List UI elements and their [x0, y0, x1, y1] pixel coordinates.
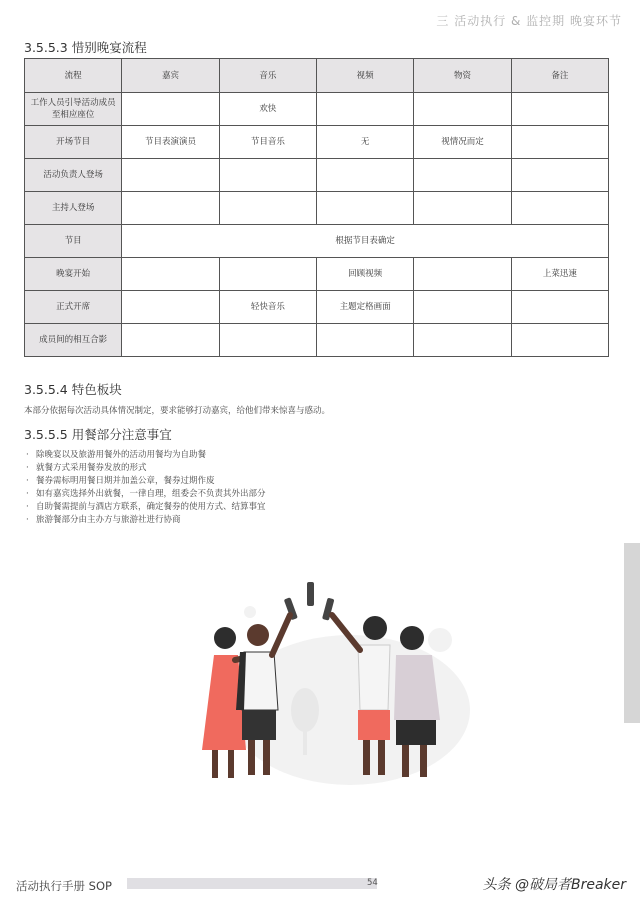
table-cell — [316, 93, 413, 126]
table-cell — [511, 192, 608, 225]
table-cell — [316, 159, 413, 192]
table-cell — [511, 324, 608, 357]
table-cell: 回顾视频 — [316, 258, 413, 291]
table-cell — [414, 93, 511, 126]
table-cell: 上菜迅速 — [511, 258, 608, 291]
table-cell: 节目音乐 — [219, 126, 316, 159]
list-item: · 自助餐需提前与酒店方联系，确定餐券的使用方式、结算事宜 — [24, 501, 266, 514]
table-row — [25, 93, 609, 126]
table-cell: 正式开席 — [25, 291, 122, 324]
page-number: 54 — [367, 878, 378, 888]
column-header: 物资 — [414, 59, 511, 93]
table-cell — [122, 93, 219, 126]
table-row — [25, 291, 609, 324]
toast-illustration — [150, 560, 470, 790]
column-header: 嘉宾 — [122, 59, 219, 93]
table-cell — [122, 291, 219, 324]
table-cell: 开场节目 — [25, 126, 122, 159]
section-title-features: 3.5.5.4 特色板块 — [24, 382, 122, 397]
table-row — [25, 159, 609, 192]
table-cell — [316, 192, 413, 225]
table-cell — [122, 258, 219, 291]
table-row — [25, 192, 609, 225]
table-cell: 节目 — [25, 225, 122, 258]
table-cell — [219, 159, 316, 192]
table-cell: 无 — [316, 126, 413, 159]
table-cell — [122, 159, 219, 192]
section-title-dining: 3.5.5.5 用餐部分注意事宜 — [24, 427, 172, 442]
table-cell: 主题定格画面 — [316, 291, 413, 324]
table-cell: 主持人登场 — [25, 192, 122, 225]
table-cell: 欢快 — [219, 93, 316, 126]
table-cell: 节目表演演员 — [122, 126, 219, 159]
column-header: 音乐 — [219, 59, 316, 93]
table-cell: 视情况而定 — [414, 126, 511, 159]
table-cell — [414, 192, 511, 225]
table-cell — [316, 324, 413, 357]
section-title-flow: 3.5.5.3 惜别晚宴流程 — [24, 40, 147, 55]
side-tab — [624, 543, 640, 723]
table-cell — [414, 291, 511, 324]
list-item: · 餐券需标明用餐日期并加盖公章，餐券过期作废 — [24, 475, 266, 488]
table-cell — [511, 126, 608, 159]
table-cell — [511, 159, 608, 192]
table-cell: 工作人员引导活动成员至相应座位 — [25, 93, 122, 126]
column-header: 流程 — [25, 59, 122, 93]
table-cell: 成员间的相互合影 — [25, 324, 122, 357]
watermark: 头条 @破局者Breaker — [482, 877, 626, 893]
table-cell — [414, 159, 511, 192]
table-row — [25, 126, 609, 159]
list-item: · 就餐方式采用餐券发放的形式 — [24, 462, 266, 475]
table-cell — [414, 258, 511, 291]
table-cell — [219, 258, 316, 291]
column-header: 备注 — [511, 59, 608, 93]
table-row — [25, 225, 609, 258]
table-cell: 晚宴开始 — [25, 258, 122, 291]
table-cell — [511, 93, 608, 126]
table-cell — [511, 291, 608, 324]
features-text: 本部分依据每次活动具体情况制定，要求能够打动嘉宾，给他们带来惊喜与感动。 — [24, 406, 331, 416]
dining-notes-list — [24, 449, 266, 527]
table-cell: 活动负责人登场 — [25, 159, 122, 192]
table-cell — [122, 324, 219, 357]
table-row — [25, 258, 609, 291]
table-cell — [219, 324, 316, 357]
table-header-row — [25, 59, 609, 93]
banquet-flow-table — [24, 58, 609, 357]
column-header: 视频 — [316, 59, 413, 93]
footer-title: 活动执行手册 SOP — [16, 879, 112, 893]
table-cell-merged: 根据节目表确定 — [122, 225, 609, 258]
table-cell — [122, 192, 219, 225]
list-item: · 如有嘉宾选择外出就餐，一律自理，组委会不负责其外出部分 — [24, 488, 266, 501]
chapter-header: 三 活动执行 & 监控期 晚宴环节 — [436, 14, 622, 28]
list-item: · 旅游餐部分由主办方与旅游社进行协商 — [24, 514, 266, 527]
table-cell — [414, 324, 511, 357]
table-cell — [219, 192, 316, 225]
table-cell: 轻快音乐 — [219, 291, 316, 324]
table-row — [25, 324, 609, 357]
list-item: · 除晚宴以及旅游用餐外的活动用餐均为自助餐 — [24, 449, 266, 462]
footer-bar — [127, 878, 377, 889]
